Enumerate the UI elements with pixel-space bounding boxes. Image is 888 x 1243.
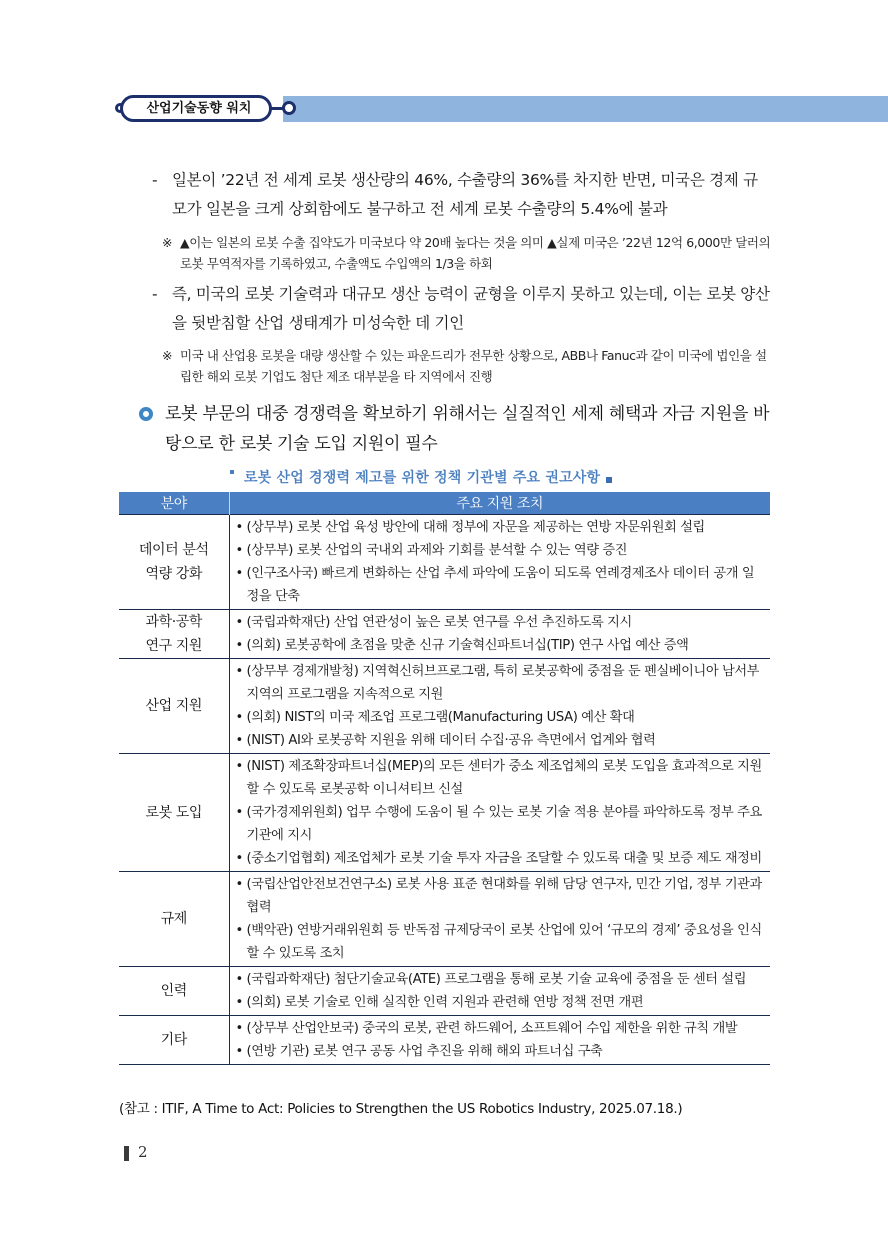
note-text: 미국 내 산업용 로봇을 대량 생산할 수 있는 파운드리가 전무한 상황으로, ABB나 Fanuc과 같이 미국에 법인을 설립한 해외 로봇 기업도 첨단 제조 대부분을 타 지역에서 진행 (180, 348, 767, 384)
square-end-icon (606, 477, 612, 483)
measure-item: • (연방 기관) 로봇 연구 공동 사업 추진을 위해 해외 파트너십 구축 (230, 1040, 771, 1063)
measure-item: • (상무부 경제개발청) 지역혁신허브프로그램, 특히 로봇공학에 중점을 둔 펜실베이니아 남서부 지역의 프로그램을 지속적으로 지원 (230, 660, 771, 706)
measure-item: • (백악관) 연방거래위원회 등 반독점 규제당국이 로봇 산업에 있어 ‘규모의 경제’ 중요성을 인식할 수 있도록 조치 (230, 919, 771, 965)
measure-item: • (의회) NIST의 미국 제조업 프로그램(Manufacturing USA) 예산 확대 (230, 706, 771, 729)
table-row (119, 515, 770, 610)
measure-item: • (상무부) 로봇 산업 육성 방안에 대해 정부에 자문을 제공하는 연방 자문위원회 설립 (230, 516, 771, 539)
measures-cell (229, 872, 770, 967)
circle-bullet-icon (139, 407, 153, 421)
note-text: ▲이는 일본의 로봇 수출 집약도가 미국보다 약 20배 높다는 것을 의미 ▲실제 미국은 ’22년 12억 6,000만 달러의 로봇 무역적자를 기록하였고, 수출액도 수입액의 1/3을 하회 (180, 235, 771, 271)
table-row (119, 659, 770, 754)
paragraph-ecosystem (152, 280, 772, 338)
main-point: 로봇 부문의 대중 경쟁력을 확보하기 위해서는 실질적인 세제 혜택과 자금 지원을 바탕으로 한 로봇 기술 도입 지원이 필수 (165, 404, 770, 454)
section-title: 산업기술동향 워치 (120, 95, 272, 122)
table-title-text: 로봇 산업 경쟁력 제고를 위한 정책 기관별 주요 권고사항 (244, 470, 601, 486)
measure-item: • (중소기업협회) 제조업체가 로봇 기술 투자 자금을 조달할 수 있도록 대출 및 보증 제도 재정비 (230, 847, 771, 870)
measure-item: • (의회) 로봇 기술로 인해 실직한 인력 지원과 관련해 연방 정책 전면 개편 (230, 991, 771, 1014)
table-row (119, 754, 770, 872)
category-cell: 데이터 분석 역량 강화 (119, 515, 229, 610)
measures-cell (229, 659, 770, 754)
category-cell: 산업 지원 (119, 659, 229, 754)
dash-marker: - (152, 171, 158, 189)
measure-item: • (국립과학재단) 첨단기술교육(ATE) 프로그램을 통해 로봇 기술 교육에 중점을 둔 센터 설립 (230, 968, 771, 991)
header-category: 분야 (119, 492, 229, 515)
measures-cell (229, 754, 770, 872)
measures-cell (229, 967, 770, 1016)
measure-item: • (상무부 산업안보국) 중국의 로봇, 관련 하드웨어, 소프트웨어 수입 제한을 위한 규칙 개발 (230, 1017, 771, 1040)
measure-item: • (상무부) 로봇 산업의 국내외 과제와 기회를 분석할 수 있는 역량 증진 (230, 539, 771, 562)
policy-table (119, 492, 770, 1065)
table-body (119, 515, 770, 1065)
table-row (119, 1016, 770, 1065)
table-header-row (119, 492, 770, 515)
note-foundry (162, 345, 772, 387)
page-marker (124, 1146, 129, 1161)
measure-item: • (국립산업안전보건연구소) 로봇 사용 표준 현대화를 위해 담당 연구자, 민간 기업, 정부 기관과 협력 (230, 873, 771, 919)
table-row (119, 967, 770, 1016)
measure-item: • (NIST) AI와 로봇공학 지원을 위해 데이터 수집·공유 측면에서 업계와 협력 (230, 729, 771, 752)
paragraph-text: 일본이 ’22년 전 세계 로봇 생산량의 46%, 수출량의 36%를 차지한 반면, 미국은 경제 규모가 일본을 크게 상회함에도 불구하고 전 세계 로봇 수출량의 5.4%에 불과 (172, 171, 758, 218)
page-number: 2 (138, 1143, 148, 1161)
note-marker: ※ (162, 348, 173, 363)
category-cell: 인력 (119, 967, 229, 1016)
measure-item: • (국립과학재단) 산업 연관성이 높은 로봇 연구를 우선 추진하도록 지시 (230, 611, 771, 634)
header-band (283, 96, 888, 122)
header-measures: 주요 지원 조치 (229, 492, 770, 515)
table-title (230, 467, 690, 487)
square-bullet-icon (230, 470, 234, 474)
paragraph-export-share (152, 166, 772, 224)
category-cell: 로봇 도입 (119, 754, 229, 872)
measures-cell (229, 515, 770, 610)
source-citation: (참고 : ITIF, A Time to Act: Policies to Strengthen the US Robotics Industry, 2025.07.18.) (119, 1101, 683, 1117)
note-marker: ※ (162, 235, 173, 250)
measure-item: • (의회) 로봇공학에 초점을 맞춘 신규 기술혁신파트너십(TIP) 연구 사업 예산 증액 (230, 634, 771, 657)
measures-cell (229, 610, 770, 659)
category-cell: 과학·공학 연구 지원 (119, 610, 229, 659)
measure-item: • (인구조사국) 빠르게 변화하는 산업 추세 파악에 도움이 되도록 연례경제조사 데이터 공개 일정을 단축 (230, 562, 771, 608)
category-cell: 규제 (119, 872, 229, 967)
table-row (119, 872, 770, 967)
header-right-ring-icon (282, 101, 296, 115)
measure-item: • (NIST) 제조확장파트너십(MEP)의 모든 센터가 중소 제조업체의 로봇 도입을 효과적으로 지원할 수 있도록 로봇공학 이니셔티브 신설 (230, 755, 771, 801)
measure-item: • (국가경제위원회) 업무 수행에 도움이 될 수 있는 로봇 기술 적용 분야를 파악하도록 정부 주요 기관에 지시 (230, 801, 771, 847)
category-cell: 기타 (119, 1016, 229, 1065)
note-export-intensity (162, 232, 772, 274)
measures-cell (229, 1016, 770, 1065)
table-row (119, 610, 770, 659)
dash-marker: - (152, 285, 158, 303)
paragraph-text: 즉, 미국의 로봇 기술력과 대규모 생산 능력이 균형을 이루지 못하고 있는데, 이는 로봇 양산을 뒷받침할 산업 생태계가 미성숙한 데 기인 (172, 285, 770, 332)
